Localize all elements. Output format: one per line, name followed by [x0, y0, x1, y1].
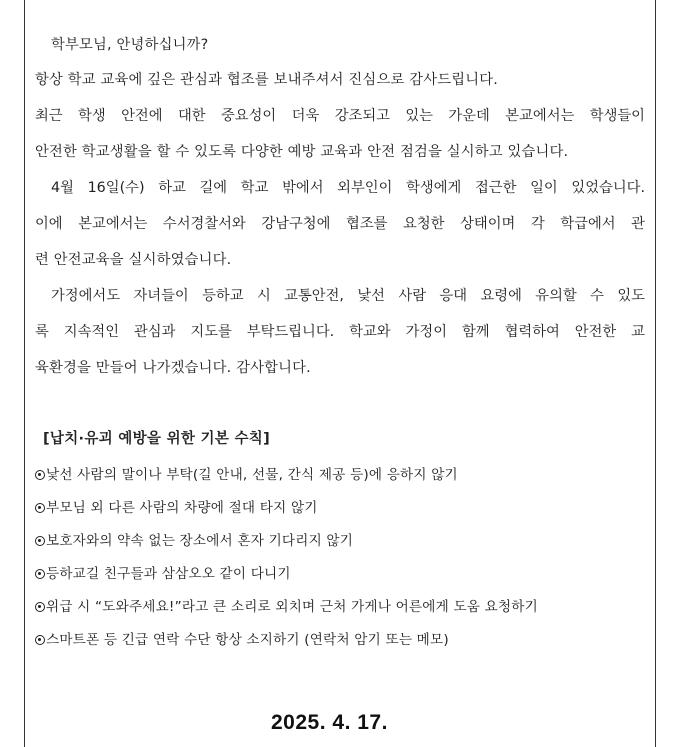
- greeting: 학부모님, 안녕하십니까?: [51, 37, 209, 53]
- bullet-icon: [35, 536, 45, 546]
- rule-text: 부모님 외 다른 사람의 차량에 절대 타지 않기: [46, 500, 318, 516]
- rule-item: [35, 631, 449, 649]
- rule-item: [35, 466, 458, 484]
- paragraph-1-line-2: 안전한 학교생활을 할 수 있도록 다양한 예방 교육과 안전 점검을 실시하고 있습니다.: [35, 144, 569, 160]
- rule-text: 보호자와의 약속 없는 장소에서 혼자 기다리지 않기: [46, 533, 354, 549]
- rule-item: [35, 598, 538, 616]
- rule-text: 낯선 사람의 말이나 부탁(길 안내, 선물, 간식 제공 등)에 응하지 않기: [46, 467, 458, 483]
- rule-item: [35, 499, 318, 517]
- bullet-icon: [35, 602, 45, 612]
- letter-date: 2025. 4. 17.: [271, 711, 388, 734]
- letter-page: [24, 0, 656, 747]
- paragraph-3-line-3: 육환경을 만들어 나가겠습니다. 감사합니다.: [35, 360, 311, 376]
- paragraph-2-line-2: 이에 본교에서는 수서경찰서와 강남구청에 협조를 요청한 상태이며 각 학급에서 관: [35, 216, 645, 232]
- bullet-icon: [35, 503, 45, 513]
- rule-item: [35, 532, 353, 550]
- rule-item: [35, 565, 291, 583]
- bullet-icon: [35, 635, 45, 645]
- paragraph-2-line-1: 4월 16일(수) 하교 길에 학교 밖에서 외부인이 학생에게 접근한 일이 있었습니다.: [51, 180, 645, 196]
- intro-sentence: 항상 학교 교육에 깊은 관심과 협조를 보내주셔서 진심으로 감사드립니다.: [35, 72, 499, 88]
- rule-text: 스마트폰 등 긴급 연락 수단 항상 소지하기 (연락처 암기 또는 메모): [46, 632, 449, 648]
- bullet-icon: [35, 569, 45, 579]
- rule-text: 위급 시 “도와주세요!”라고 큰 소리로 외치며 근처 가게나 어른에게 도움 요청하기: [46, 599, 538, 615]
- paragraph-2-line-3: 련 안전교육을 실시하였습니다.: [35, 252, 232, 268]
- bullet-icon: [35, 470, 45, 480]
- paragraph-1-line-1: 최근 학생 안전에 대한 중요성이 더욱 강조되고 있는 가운데 본교에서는 학생들이: [35, 108, 645, 124]
- paragraph-3-line-1: 가정에서도 자녀들이 등하교 시 교통안전, 낯선 사람 응대 요령에 유의할 수 있도: [51, 288, 645, 304]
- rule-text: 등하교길 친구들과 삼삼오오 같이 다니기: [46, 566, 291, 582]
- rules-heading: [납치·유괴 예방을 위한 기본 수칙]: [43, 431, 271, 447]
- paragraph-3-line-2: 록 지속적인 관심과 지도를 부탁드립니다. 학교와 가정이 함께 협력하여 안전한 교: [35, 324, 645, 340]
